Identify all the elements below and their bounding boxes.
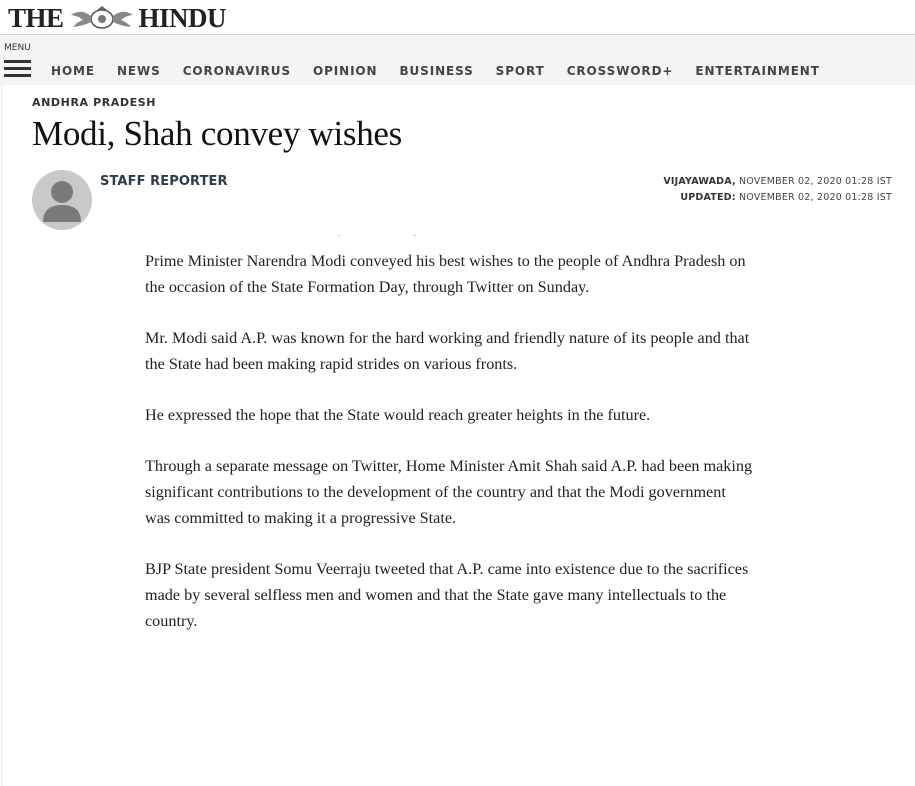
dateline-location: VIJAYAWADA, [663,176,736,187]
article-headline: Modi, Shah convey wishes [32,114,402,153]
newspaper-emblem-icon [67,6,137,30]
published-line [663,174,892,190]
nav-item-coronavirus[interactable]: CORONAVIRUS [182,64,291,78]
hamburger-icon [4,60,31,81]
logo-text-right: HINDU [138,3,227,33]
content-divider [338,235,416,236]
updated-label: UPDATED: [680,192,736,203]
nav-item-entertainment[interactable]: ENTERTAINMENT [695,64,820,78]
menu-label: MENU [4,43,31,53]
menu-button[interactable] [4,43,38,81]
section-breadcrumb[interactable]: ANDHRA PRADESH [32,96,157,109]
author-name[interactable]: STAFF REPORTER [100,174,228,189]
nav-item-news[interactable]: NEWS [116,64,161,78]
logo-text-left: THE [8,3,64,33]
article-paragraph: Prime Minister Narendra Modi conveyed his best wishes to the people of Andhra Pradesh on the occasion of the State Formation Day, through Twitter on Sunday. [145,252,746,296]
nav-links [51,64,842,78]
nav-item-crossword[interactable]: CROSSWORD+ [566,64,674,78]
nav-item-business[interactable]: BUSINESS [399,64,474,78]
nav-item-sport[interactable]: SPORT [495,64,545,78]
article-paragraph: He expressed the hope that the State would reach greater heights in the future. [145,406,651,424]
main-navbar [0,35,915,85]
article-body [145,248,755,659]
masthead [0,0,915,35]
updated-date: NOVEMBER 02, 2020 01:28 IST [738,192,892,203]
article-paragraph: BJP State president Somu Veerraju tweeted that A.P. came into existence due to the sacrifices made by several selfless men and women and that the State gave many intellectuals to the country. [145,560,749,630]
article-paragraph: Mr. Modi said A.P. was known for the hard working and friendly nature of its people and that the State had been making rapid strides on various fronts. [145,329,750,373]
article-paragraph: Through a separate message on Twitter, Home Minister Amit Shah said A.P. had been making significant contributions to the development of the country and that the Modi government was committed to making it a progressive State. [145,457,753,527]
nav-item-opinion[interactable]: OPINION [312,64,378,78]
nav-item-home[interactable]: HOME [51,64,95,78]
updated-line [663,190,892,206]
published-date: NOVEMBER 02, 2020 01:28 IST [738,176,892,187]
article-dateline [663,174,892,206]
author-avatar [32,170,92,230]
site-logo[interactable] [8,4,226,32]
page-edge-rule [1,85,2,786]
person-icon [32,170,92,230]
